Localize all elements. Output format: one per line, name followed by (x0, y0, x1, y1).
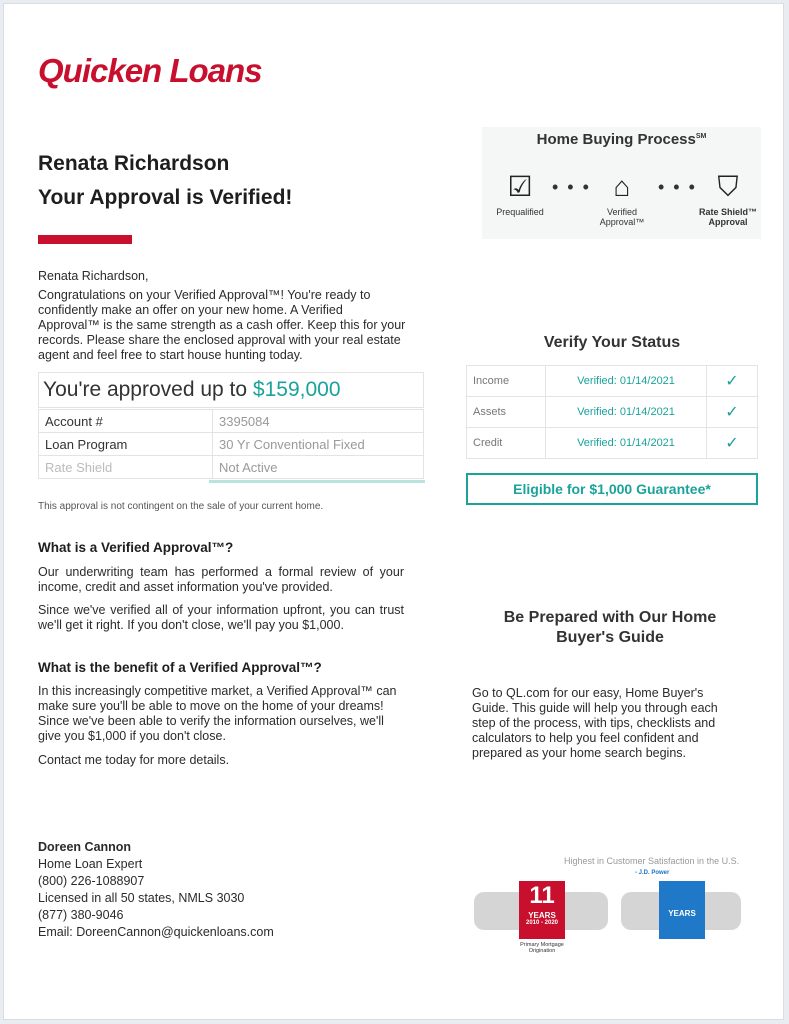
verify-status-title: Verify Your Status (543, 334, 681, 351)
approval-letter-page (3, 3, 784, 1020)
checkmark-icon: ✓ (707, 428, 758, 459)
process-title (482, 131, 761, 148)
faq-paragraph: Since we've verified all of your information upfront, you can trust we'll get it right. If you don't close, we'll pay you $1,000. (38, 603, 404, 632)
verify-item-status: Verified: 01/14/2021 (546, 397, 707, 428)
recipient-name: Renata Richardson (38, 152, 230, 175)
verification-table (466, 365, 758, 459)
contingency-note: This approval is not contingent on the sale of your current home. (38, 501, 324, 512)
approval-prefix: You're approved up to (43, 378, 253, 401)
faq-question-2: What is the benefit of a Verified Approval™? (38, 660, 322, 675)
table-row (39, 410, 424, 433)
signer-email[interactable]: Email: DoreenCannon@quickenloans.com (38, 925, 274, 939)
faq-paragraph: Contact me today for more details. (38, 753, 230, 767)
signer-phone: (800) 226-1088907 (38, 874, 145, 888)
award-range: 2010 - 2020 (525, 920, 559, 926)
step-label: Rate Shield™ Approval (698, 207, 757, 227)
award-caption: Highest in Customer Satisfaction in the U.S. (564, 856, 740, 866)
verify-item-status: Verified: 01/14/2021 (546, 428, 707, 459)
prequalified-icon: ☑ (507, 171, 533, 202)
guide-body: Go to QL.com for our easy, Home Buyer's Guide. This guide will help you through each step of the process, with tips, checklists and calculators to help you feel confident and prepared as your home search begins. (472, 686, 718, 760)
step-label: Verified Approval™ (599, 207, 645, 227)
award-years-number: 11 (529, 882, 555, 909)
process-step-rate-shield (690, 167, 766, 227)
award-years-label: YEARS (528, 911, 556, 920)
process-title-text: Home Buying Process (536, 131, 696, 148)
letter-paragraph: Congratulations on your Verified Approval™! You're ready to confidently make an offer on your new home. A Verified Approval™ is the same strength as a cash offer. Keep this for your records. Please share the enclosed approval with your real estate agent and feel free to start house hunting today. (38, 288, 406, 362)
signer-name: Doreen Cannon (38, 840, 132, 854)
award-years-label: YEARS (668, 909, 696, 918)
row-label: Rate Shield (39, 456, 213, 479)
jd-power-award-badge-2 (659, 881, 705, 939)
award-category: Primary Mortgage Origination (520, 942, 564, 954)
verify-item-label: Income (467, 366, 546, 397)
teal-divider (209, 480, 425, 483)
table-row (467, 397, 758, 428)
faq-question-1: What is a Verified Approval™? (38, 540, 234, 555)
home-check-icon: ⌂ (613, 171, 631, 202)
faq-paragraph: Our underwriting team has performed a formal review of your income, credit and asset information you've provided. (38, 565, 404, 594)
home-buying-process (482, 127, 761, 239)
shield-check-icon: ⛉ (717, 171, 739, 202)
guarantee-eligibility-banner: Eligible for $1,000 Guarantee* (466, 473, 758, 505)
table-row (39, 433, 424, 456)
checkmark-icon: ✓ (707, 397, 758, 428)
faq-paragraph: In this increasingly competitive market, a Verified Approval™ can make sure you'll be able to move on the home of your dreams! Since we've been able to verify the information ourselves, we'll give you $1,000 if you don't close. (38, 684, 397, 743)
account-details-table (38, 409, 424, 479)
verify-item-label: Credit (467, 428, 546, 459)
jd-power-award-badge (519, 881, 565, 939)
table-row (467, 366, 758, 397)
letter-body (38, 269, 406, 367)
signer-fax: (877) 380-9046 (38, 908, 124, 922)
verify-item-label: Assets (467, 397, 546, 428)
process-step-verified (584, 167, 660, 227)
row-value: 30 Yr Conventional Fixed (213, 433, 424, 456)
service-mark: SM (695, 133, 707, 140)
row-value: Not Active (213, 456, 424, 479)
row-value: 3395084 (213, 410, 424, 433)
row-label: Loan Program (39, 433, 213, 456)
verify-item-status: Verified: 01/14/2021 (546, 366, 707, 397)
page-title: Your Approval is Verified! (38, 186, 293, 209)
guide-title: Be Prepared with Our Home Buyer's Guide (503, 609, 717, 646)
table-row (467, 428, 758, 459)
table-row (39, 456, 424, 479)
approval-amount: $159,000 (252, 378, 341, 401)
salutation: Renata Richardson, (38, 269, 149, 283)
step-label: Prequalified (496, 207, 544, 217)
process-dots: • • • (658, 177, 697, 197)
faq-answer-2 (38, 684, 404, 777)
award-source: - J.D. Power (635, 870, 670, 876)
row-label: Account # (39, 410, 213, 433)
quicken-loans-logo: Quicken Loans (38, 52, 262, 89)
signer-title: Home Loan Expert (38, 857, 143, 871)
faq-answer-1 (38, 565, 404, 641)
signature-block (38, 839, 274, 941)
checkmark-icon: ✓ (707, 366, 758, 397)
process-dots: • • • (552, 177, 591, 197)
approval-amount-box (38, 372, 424, 408)
title-accent-bar (38, 235, 132, 244)
process-step-prequalified (482, 167, 558, 217)
signer-license: Licensed in all 50 states, NMLS 3030 (38, 891, 245, 905)
